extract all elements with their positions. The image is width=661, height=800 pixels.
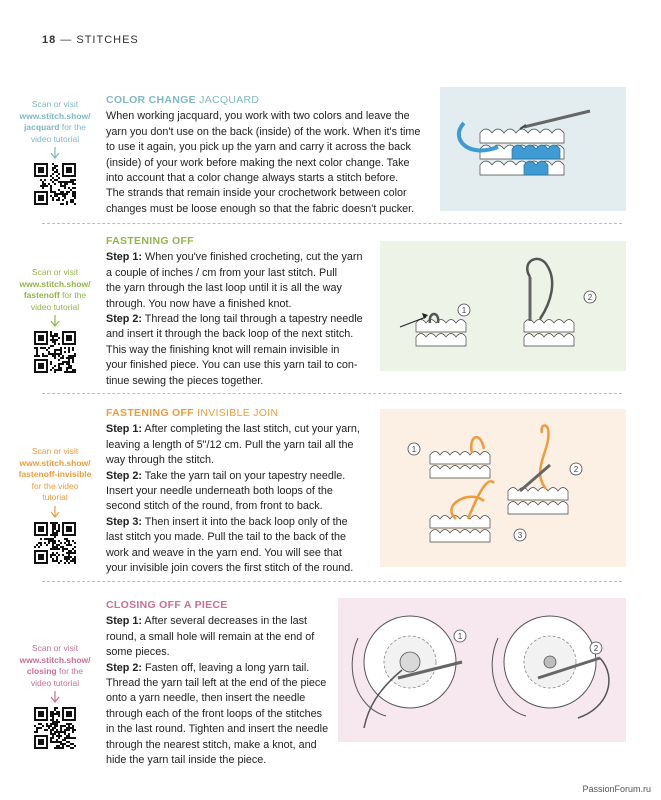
tutorial-link[interactable]: www.stitch.show/ [19,457,91,468]
qr-code-icon[interactable] [34,522,76,564]
step-1-text: Step 1: After completing the last stitch, cut your yarn, leaving a length of 5"/12 cm. Pull the yarn tail all the way through the stitch. [106,423,360,467]
section-title: FASTENING OFF [106,235,194,247]
title-light: INVISIBLE JOIN [193,407,279,419]
down-arrow-icon [47,506,63,518]
qr-code-icon[interactable] [34,331,76,373]
section-title [106,93,436,108]
sidebar-invisible-join [10,446,100,564]
section-divider [42,581,622,582]
sidebar-tail: for the [59,122,86,132]
sidebar-tail2: tutorial [42,492,68,502]
sidebar-tail2: video tutorial [30,301,80,312]
page-header [42,34,139,46]
scan-text: Scan or visit [31,643,79,653]
section-title [106,406,381,421]
tutorial-slug[interactable]: closing [26,666,57,676]
body-text: When working jacquard, you work with two colors and leave the yarn you don't use on the back (inside) of the work. When it's time to use it again, you pick up the yarn and carry it across the back (inside) of your work before making the next color change. Take into account that a color change always starts a stitch before. The strands that remain inside your crochetwork between color changes must be loose enough so that the fabric doesn't pucker. [106,110,421,215]
step-2-text: Step 2: Fasten off, leaving a long yarn tail. Thread the yarn tail left at the end of the piece onto a yarn needle, then insert the needle through each of the front loops of the stitches in the last round. Tighten and insert the needle through the nearest stitch, make a knot, and hide the yarn tail inside the piece. [106,661,329,767]
section-title: CLOSING OFF A PIECE [106,599,228,611]
scan-text: Scan or visit [31,446,79,456]
title-light: JACQUARD [195,94,260,106]
title-bold: COLOR CHANGE [106,94,196,106]
down-arrow-icon [47,691,63,703]
fig-label-3: 3 [517,531,523,540]
scan-text: Scan or visit [31,99,79,109]
tutorial-slug[interactable]: jacquard [24,122,60,132]
header-dash: — [56,34,77,46]
fig-label-1: 1 [457,632,463,641]
title-bold: FASTENING OFF [106,407,194,419]
fig-label-2: 2 [593,644,599,653]
fig-label-2: 2 [587,293,593,302]
sidebar-tail2: video tutorial [30,133,80,144]
down-arrow-icon [47,147,63,159]
step-1-text: Step 1: After several decreases in the last round, a small hole will remain at the end of some pieces. [106,615,315,659]
fastening-off-illustration [380,241,626,371]
jacquard-illustration [440,87,626,211]
sidebar-fastenoff [10,267,100,373]
qr-code-icon[interactable] [34,707,76,749]
section-closing-off [106,598,336,768]
section-jacquard [106,93,436,217]
tutorial-link[interactable]: www.stitch.show/ [19,654,91,665]
sidebar-tail: for the [59,290,87,300]
sidebar-tail: for the video [31,480,79,491]
down-arrow-icon [47,315,63,327]
qr-code-icon[interactable] [34,163,76,205]
section-divider [42,223,622,224]
scan-text: Scan or visit [31,267,79,277]
fig-label-2: 2 [573,465,579,474]
page-number: 18 [42,34,57,46]
step-2-text: Step 2: Take the yarn tail on your tapestry needle. Insert your needle underneath both loops of the second stitch of the round, from front to back. [106,469,346,513]
closing-off-illustration [338,598,626,742]
sidebar-closing [10,643,100,749]
watermark: PassionForum.ru [582,784,651,794]
section-name: STITCHES [76,34,139,46]
section-divider [42,393,622,394]
sidebar-tail: for the [56,666,84,676]
sidebar-tail2: video tutorial [30,677,80,688]
step-3-text: Step 3: Then insert it into the back loop only of the last stitch you made. Pull the tail to the back of the work and weave in the yarn end. You will see that your invisible join covers the first stitch of the round. [106,515,354,575]
step-2-text: Step 2: Thread the long tail through a tapestry needle and insert it through the back loop of the next stitch. This way the finishing knot will remain invisible in your finished piece. You can use this yarn tail to con- tinue sewing the pieces together. [106,313,363,387]
section-fastening-off [106,234,381,389]
fig-label-1: 1 [461,306,467,315]
step-1-text: Step 1: When you've finished crocheting, cut the yarn a couple of inches / cm from your last stitch. Pull the yarn through the last loop until it is all the way through. You now have a finished knot. [106,251,363,310]
section-invisible-join [106,406,381,576]
fig-label-1: 1 [411,445,417,454]
tutorial-link[interactable]: www.stitch.show/ [19,278,91,289]
sidebar-jacquard [10,99,100,205]
tutorial-slug[interactable]: fastenoff [23,290,60,300]
invisible-join-illustration [380,409,626,567]
tutorial-slug[interactable]: fastenoff-invisible [18,469,92,479]
tutorial-link[interactable]: www.stitch.show/ [19,110,91,121]
